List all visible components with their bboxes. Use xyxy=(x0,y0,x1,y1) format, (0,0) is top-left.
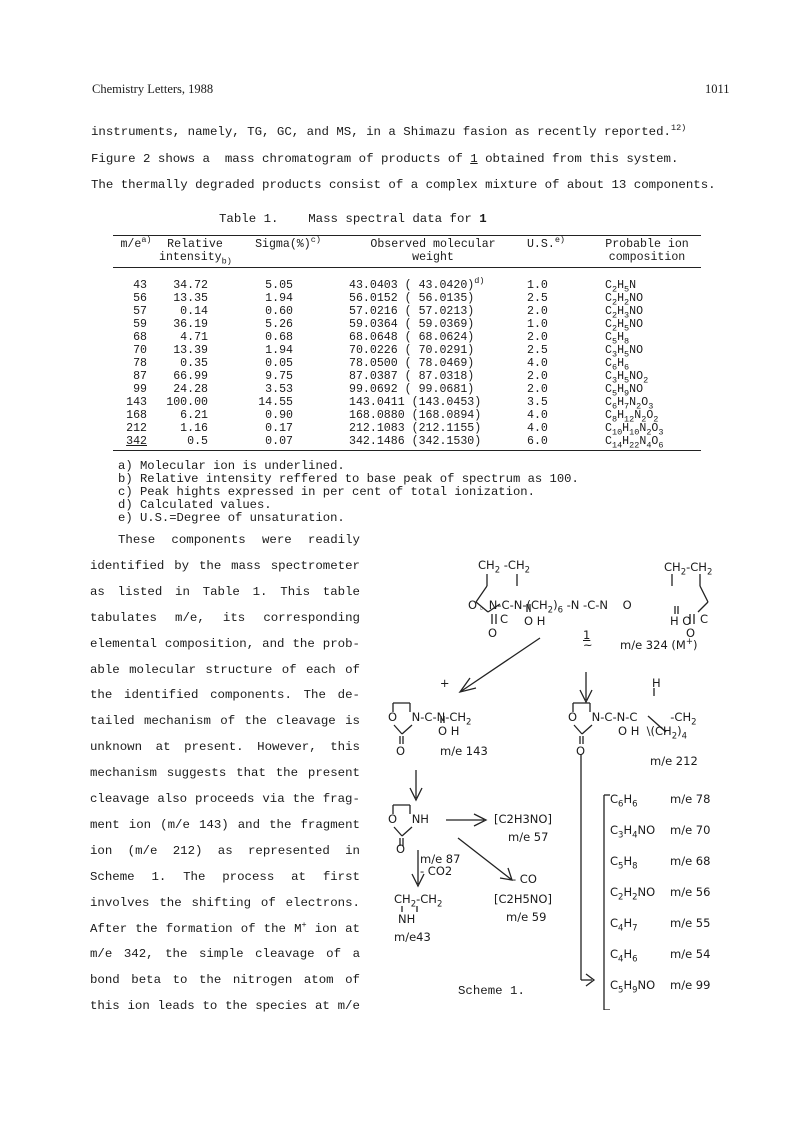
scheme-caption: Scheme 1. xyxy=(458,984,525,998)
body-line: ion (m/e 212) as represented in xyxy=(90,843,360,858)
journal-header: Chemistry Letters, 1988 xyxy=(92,82,214,96)
cell-sigma: 9.75 xyxy=(265,370,293,383)
cell-sigma: 0.05 xyxy=(265,357,293,370)
cell-me: 143 xyxy=(126,396,147,409)
intro-line-3: The thermally degraded products consist of a complex mixture of about 13 components. xyxy=(91,178,716,192)
cell-sigma: 14.55 xyxy=(258,396,293,409)
cell-relative-intensity: 34.72 xyxy=(173,279,208,292)
scheme-top-ch2-right: $CH_2-CH_2$ xyxy=(664,560,713,578)
scheme-ch2ch2: $CH_2-CH_2$ xyxy=(394,892,443,910)
header-relative-intensity: Relative intensity$_{b)}$ xyxy=(159,238,232,267)
cell-relative-intensity: 0.5 xyxy=(187,435,208,448)
cell-me: 59 xyxy=(133,318,147,331)
cell-ion-composition: $C_6H_6$ xyxy=(605,357,630,373)
table-row xyxy=(113,344,701,360)
cell-sigma: 0.07 xyxy=(265,435,293,448)
body-line: able molecular structure of each of xyxy=(90,662,360,677)
page-number: 1011 xyxy=(705,82,730,96)
cell-observed-weight: 143.0411 (143.0453) xyxy=(349,396,482,409)
cell-observed-weight: 87.0387 ( 87.0318) xyxy=(349,370,475,383)
cell-me: 43 xyxy=(133,279,147,292)
cell-observed-weight: 78.0500 ( 78.0469) xyxy=(349,357,475,370)
cell-observed-weight: 70.0226 ( 70.0291) xyxy=(349,344,475,357)
scheme-compound-1: 1 xyxy=(583,628,591,642)
cell-sigma: 3.53 xyxy=(265,383,293,396)
body-line: After the formation of the M+ ion at xyxy=(90,919,360,936)
scheme-top-ho: H O xyxy=(670,614,692,628)
table-row xyxy=(113,370,701,386)
cell-us: 4.0 xyxy=(527,422,548,435)
body-line: the identified components. The de- xyxy=(90,688,360,703)
cell-me: 168 xyxy=(126,409,147,422)
cell-relative-intensity: 24.28 xyxy=(173,383,208,396)
reference-marker: 12) xyxy=(670,122,687,133)
cell-me: 78 xyxy=(133,357,147,370)
scheme-212-chain: O N-C-N-C $-CH_2$ xyxy=(568,710,697,728)
intro-line-2: Figure 2 shows a mass chromatogram of products of 1 obtained from this system. xyxy=(91,152,679,166)
scheme-top-oh: O H xyxy=(524,614,546,628)
cell-me: 99 xyxy=(133,383,147,396)
table-row xyxy=(113,357,701,373)
cell-us: 3.5 xyxy=(527,396,548,409)
scheme-143-chain: O $N-C-N-CH_2$ xyxy=(388,710,472,728)
scheme-c2h5no: [C2H5NO] xyxy=(494,892,552,906)
scheme-212-oh: O H $\backslash(CH_2)_4$ xyxy=(618,724,688,742)
cell-relative-intensity: 100.00 xyxy=(166,396,208,409)
intro-line-1: instruments, namely, TG, GC, and MS, in a Shimazu fasion as recently reported.$^{12)}$ xyxy=(91,122,687,139)
cell-ion-composition: $C_5H_9NO$ xyxy=(605,383,644,399)
body-line: elemental composition, and the prob- xyxy=(90,636,360,651)
cell-ion-composition: $C_5H_8$ xyxy=(605,331,630,347)
body-line: unknown at present. However, this xyxy=(90,740,360,755)
cell-ion-composition: $C_2H_5NO$ xyxy=(605,318,644,334)
cell-relative-intensity: 13.39 xyxy=(173,344,208,357)
scheme-143-o: O xyxy=(396,744,406,758)
cell-us: 6.0 xyxy=(527,435,548,448)
cell-me: 342 xyxy=(126,435,147,448)
table-row xyxy=(113,435,701,451)
cell-ion-composition: $C_{14}H_{22}N_4O_6$ xyxy=(605,435,664,451)
table-note-e: e) U.S.=Degree of unsaturation. xyxy=(118,511,345,525)
scheme-top-c-right: C xyxy=(700,612,709,626)
table-note-c: c) Peak hights expressed in per cent of total ionization. xyxy=(118,485,535,499)
cell-observed-weight: 59.0364 ( 59.0369) xyxy=(349,318,475,331)
scheme-ethyl-nh: NH xyxy=(398,912,416,926)
body-line: m/e 342, the simple cleavage of a xyxy=(90,947,360,962)
scheme-fragment-item: $C_6H_6$ m/e 78 xyxy=(610,792,711,810)
cell-us: 1.0 xyxy=(527,279,548,292)
scheme-top-o-left: O xyxy=(488,626,498,640)
cell-us: 4.0 xyxy=(527,409,548,422)
cell-us: 1.0 xyxy=(527,318,548,331)
table-row xyxy=(113,318,701,334)
scheme-fragment-item: $C_3H_4NO$ m/e 70 xyxy=(610,823,711,841)
scheme-m143: m/e 143 xyxy=(440,744,488,758)
table-note-a: a) Molecular ion is underlined. xyxy=(118,459,345,473)
cell-us: 4.0 xyxy=(527,357,548,370)
cell-sigma: 0.60 xyxy=(265,305,293,318)
scheme-c2h3no: [C2H3NO] xyxy=(494,812,552,826)
cell-us: 2.5 xyxy=(527,292,548,305)
body-line: mechanism suggests that the present xyxy=(90,766,360,781)
cell-relative-intensity: 66.99 xyxy=(173,370,208,383)
cell-ion-composition: $C_2H_3NO$ xyxy=(605,305,644,321)
body-line: as listed in Table 1. This table xyxy=(90,584,360,599)
body-line: Scheme 1. The process at first xyxy=(90,869,360,884)
cell-ion-composition: $C_3H_5NO$ xyxy=(605,344,644,360)
cell-us: 2.0 xyxy=(527,370,548,383)
scheme-tilde: ~ xyxy=(583,638,593,652)
cell-relative-intensity: 4.71 xyxy=(180,331,208,344)
header-us: U.S.$^{e)}$ xyxy=(526,235,566,251)
header-observed-weight: Observed molecular weight xyxy=(370,238,496,264)
scheme-lactam: O NH xyxy=(388,812,429,826)
scheme-m59: m/e 59 xyxy=(506,910,547,924)
cell-ion-composition: $C_2H_5N$ xyxy=(605,279,637,295)
cell-ion-composition: $C_8H_{12}N_2O_2$ xyxy=(605,409,659,425)
cell-sigma: 5.26 xyxy=(265,318,293,331)
cell-sigma: 1.94 xyxy=(265,292,293,305)
cell-observed-weight: 99.0692 ( 99.0681) xyxy=(349,383,475,396)
scheme-fragment-item: $C_5H_8$ m/e 68 xyxy=(610,854,711,872)
cell-me: 57 xyxy=(133,305,147,318)
cell-relative-intensity: 0.14 xyxy=(180,305,208,318)
cell-us: 2.0 xyxy=(527,331,548,344)
scheme-212-o: O xyxy=(576,744,586,758)
table-row xyxy=(113,305,701,321)
scheme-m43: m/e43 xyxy=(394,930,431,944)
cell-me: 70 xyxy=(133,344,147,357)
body-line: ment ion (m/e 143) and the fragment xyxy=(90,817,360,832)
cell-relative-intensity: 1.16 xyxy=(180,422,208,435)
cell-observed-weight: 57.0216 ( 57.0213) xyxy=(349,305,475,318)
table-row xyxy=(113,422,701,438)
header-ion-composition: Probable ion composition xyxy=(605,238,689,264)
cell-us: 2.0 xyxy=(527,305,548,318)
cell-relative-intensity: 36.19 xyxy=(173,318,208,331)
body-line: These components were readily xyxy=(118,533,360,547)
scheme-minus-co2: - CO2 xyxy=(420,864,453,878)
scheme-143-oh: O H xyxy=(438,724,460,738)
cell-me: 212 xyxy=(126,422,147,435)
cell-me: 68 xyxy=(133,331,147,344)
table-note-b: b) Relative intensity reffered to base peak of spectrum as 100. xyxy=(118,472,579,486)
scheme-m87: m/e 87 xyxy=(420,852,461,866)
table-bottom-rule xyxy=(113,450,701,451)
body-line: tabulates m/e, its corresponding xyxy=(90,610,360,625)
scheme-minus-co: - CO xyxy=(512,872,537,886)
cell-observed-weight: 342.1486 (342.1530) xyxy=(349,435,482,448)
cell-ion-composition: $C_3H_5NO_2$ xyxy=(605,370,649,386)
cell-sigma: 0.90 xyxy=(265,409,293,422)
table-header-rule xyxy=(113,267,701,268)
scheme-fragment-item: $C_5H_9NO$ m/e 99 xyxy=(610,978,711,996)
scheme-top-ch2-left: $CH_2$ $-CH_2$ xyxy=(478,558,531,576)
cell-relative-intensity: 0.35 xyxy=(180,357,208,370)
cell-ion-composition: $C_2H_2NO$ xyxy=(605,292,644,308)
cell-observed-weight: 168.0880 (168.0894) xyxy=(349,409,482,422)
cell-us: 2.0 xyxy=(527,383,548,396)
scheme-212-h: H xyxy=(652,676,661,690)
cell-me: 87 xyxy=(133,370,147,383)
table-row xyxy=(113,409,701,425)
scheme-m212: m/e 212 xyxy=(650,754,698,768)
body-line: identified by the mass spectrometer xyxy=(90,558,360,573)
scheme-top-chain: O 。$N-C-N-(CH_2)_6$ -N -C-N O xyxy=(468,598,632,616)
cell-me: 56 xyxy=(133,292,147,305)
table-row xyxy=(113,292,701,308)
cell-observed-weight: 212.1083 (212.1155) xyxy=(349,422,482,435)
cell-observed-weight: 56.0152 ( 56.0135) xyxy=(349,292,475,305)
cell-sigma: 0.17 xyxy=(265,422,293,435)
cell-observed-weight: 68.0648 ( 68.0624) xyxy=(349,331,475,344)
cell-ion-composition: $C_6H_7N_2O_3$ xyxy=(605,396,654,412)
scheme-lactam-o: O xyxy=(396,842,406,856)
cell-relative-intensity: 13.35 xyxy=(173,292,208,305)
scheme-fragment-item: $C_2H_2NO$ m/e 56 xyxy=(610,885,711,903)
body-line: this ion leads to the species at m/e xyxy=(90,999,360,1014)
scheme-1-diagram xyxy=(372,540,732,1010)
header-me: $m/e^{a)}$ xyxy=(120,235,152,251)
cell-relative-intensity: 6.21 xyxy=(180,409,208,422)
body-line: involves the shifting of electrons. xyxy=(90,895,360,910)
body-line: tailed mechanism of the cleavage is xyxy=(90,714,360,729)
body-line: bond beta to the nitrogen atom of xyxy=(90,973,360,988)
cell-sigma: 1.94 xyxy=(265,344,293,357)
cell-us: 2.5 xyxy=(527,344,548,357)
scheme-fragment-item: $C_4H_6$ m/e 54 xyxy=(610,947,711,965)
table-note-d: d) Calculated values. xyxy=(118,498,272,512)
table-row xyxy=(113,276,701,295)
cell-ion-composition: $C_{10}H_{10}N_2O_3$ xyxy=(605,422,664,438)
scheme-top-c: C xyxy=(500,612,509,626)
table-top-rule xyxy=(113,235,701,236)
table-caption: Table 1. Mass spectral data for 1 xyxy=(219,212,487,226)
scheme-m324: m/e 324 (M+) xyxy=(620,637,698,652)
cell-sigma: 0.68 xyxy=(265,331,293,344)
scheme-143-plus: + xyxy=(396,676,450,690)
cell-sigma: 5.05 xyxy=(265,279,293,292)
table-row xyxy=(113,396,701,412)
table-row xyxy=(113,383,701,399)
compound-ref: 1 xyxy=(470,152,478,166)
header-sigma: Sigma(%)$^{c)}$ xyxy=(255,235,321,251)
cell-observed-weight: 43.0403 ( 43.0420)$^{d)}$ xyxy=(349,276,485,292)
body-line: cleavage also proceeds via the frag- xyxy=(90,792,360,806)
scheme-fragment-item: $C_4H_7$ m/e 55 xyxy=(610,916,711,934)
scheme-m57: m/e 57 xyxy=(508,830,549,844)
table-row xyxy=(113,331,701,347)
scheme-top-o-right: O xyxy=(686,626,696,640)
